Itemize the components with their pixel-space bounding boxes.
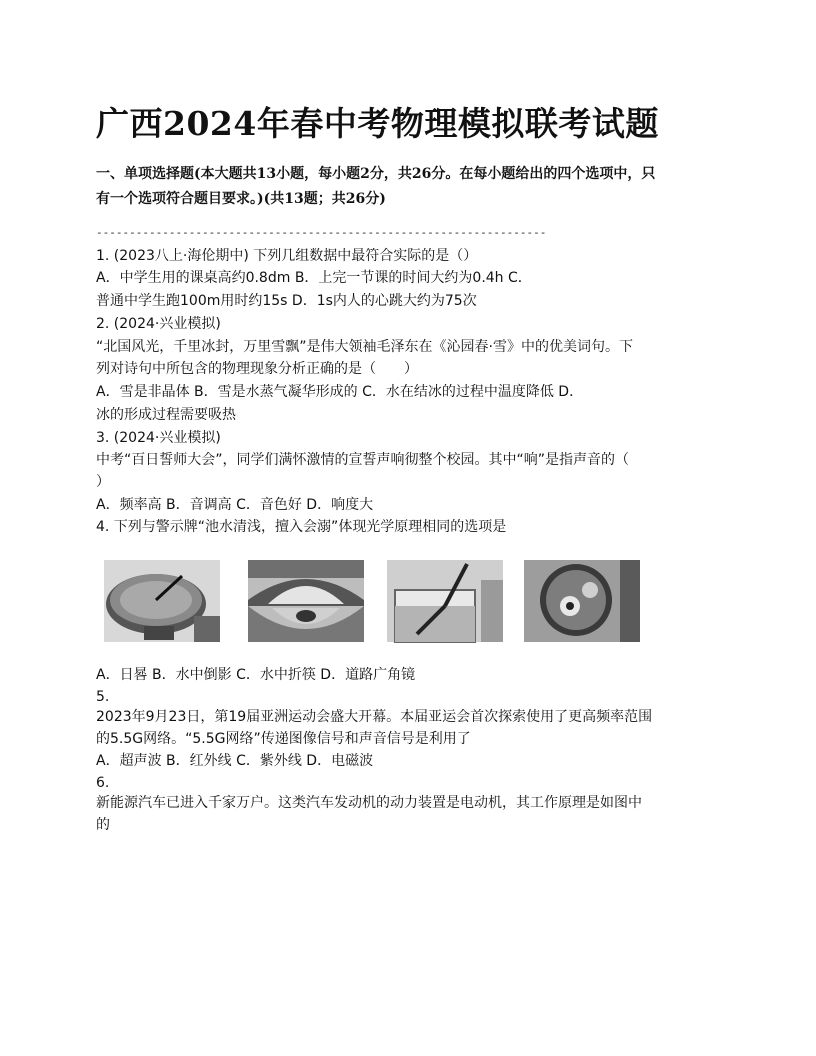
question-2-options-line-2: 冰的形成过程需要吸热	[96, 407, 236, 423]
question-5-text-line-2: 的5.5G网络。“5.5G网络”传递图像信号和声音信号是利用了	[96, 731, 471, 747]
question-6-text-line-2: 的	[96, 817, 110, 833]
question-1-options-line-2: 普通中学生跑100m用时约15s D．1s内人的心跳大约为75次	[96, 293, 477, 309]
question-2-text-line-1: “北国风光，千里冰封，万里雪飘”是伟大领袖毛泽东在《沁园春·雪》中的优美词句。下	[96, 339, 633, 355]
sundial-photo	[104, 560, 220, 642]
section-heading-line-2: 有一个选项符合题目要求。)(共13题；共26分)	[96, 191, 386, 207]
question-4-options: A．日晷 B．水中倒影 C．水中折筷 D．道路广角镜	[96, 667, 416, 683]
convex-mirror-photo	[524, 560, 640, 642]
question-4-images	[104, 560, 644, 644]
question-5-number: 5.	[96, 689, 110, 705]
divider-line: --------------------------------------------------------------------	[96, 226, 547, 239]
question-2-text-line-2: 列对诗句中所包含的物理现象分析正确的是（ ）	[96, 361, 418, 377]
question-1-options-line-1: A．中学生用的课桌高约0.8dm B．上完一节课的时间大约为0.4h C．	[96, 270, 532, 286]
question-6-text-line-1: 新能源汽车已进入千家万户。这类汽车发动机的动力装置是电动机，其工作原理是如图中	[96, 795, 642, 811]
question-3-options: A．频率高 B．音调高 C．音色好 D．响度大	[96, 497, 374, 513]
question-3-text-line-2: ）	[96, 474, 110, 490]
question-5-text-line-1: 2023年9月23日，第19届亚洲运动会盛大开幕。本届亚运会首次探索使用了更高频率范围	[96, 709, 653, 725]
question-1-stem: 1. (2023八上·海伦期中) 下列几组数据中最符合实际的是（）	[96, 248, 478, 264]
section-heading	[96, 162, 724, 212]
question-3-text-line-1: 中考“百日誓师大会”，同学们满怀激情的宣誓声响彻整个校园。其中“响”是指声音的（	[96, 452, 630, 468]
question-3-stem: 3. (2024·兴业模拟)	[96, 430, 221, 446]
question-2-options-line-1: A．雪是非晶体 B．雪是水蒸气凝华形成的 C．水在结冰的过程中温度降低 D．	[96, 384, 584, 400]
question-6-number: 6.	[96, 775, 110, 791]
page-title: 广西2024年春中考物理模拟联考试题	[96, 104, 659, 143]
section-heading-line-1: 一、单项选择题(本大题共13小题，每小题2分，共26分。在每小题给出的四个选项中，只	[96, 166, 656, 182]
question-2-stem: 2. (2024·兴业模拟)	[96, 316, 221, 332]
question-4-stem: 4. 下列与警示牌“池水清浅，擅入会溺”体现光学原理相同的选项是	[96, 519, 507, 535]
bridge-reflection-photo	[248, 560, 364, 642]
question-5-options: A．超声波 B．红外线 C．紫外线 D．电磁波	[96, 753, 374, 769]
bent-chopstick-photo	[387, 560, 503, 642]
